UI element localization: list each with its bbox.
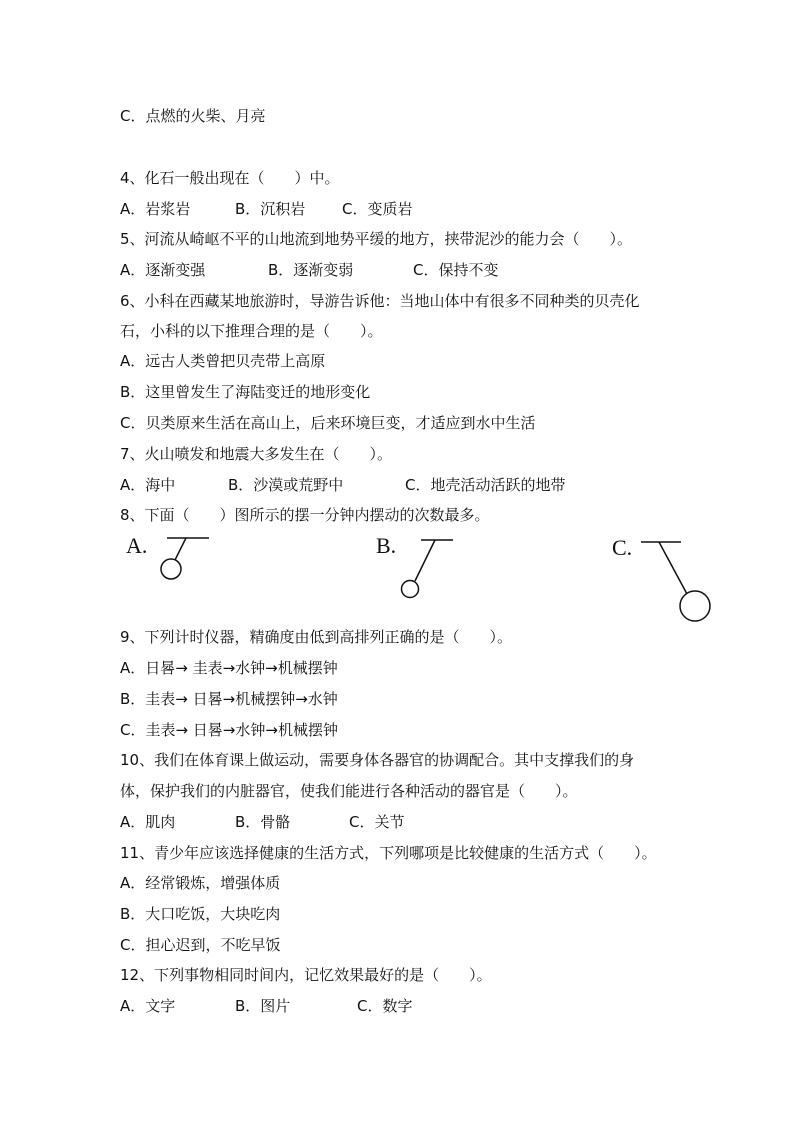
q6-stem-line1: 6、小科在西藏某地旅游时，导游告诉他：当地山体中有很多不同种类的贝壳化 bbox=[120, 292, 640, 310]
q4-option-a: A．岩浆岩 bbox=[120, 200, 191, 218]
q10-stem-line2: 体，保护我们的内脏器官，使我们能进行各种活动的器官是（ ）。 bbox=[120, 782, 578, 800]
pendulum-a-figure bbox=[150, 530, 220, 586]
q10-option-a: A．肌肉 bbox=[120, 813, 176, 831]
pendulum-c-figure bbox=[635, 530, 720, 625]
q6-option-b: B．这里曾发生了海陆变迁的地形变化 bbox=[120, 383, 371, 401]
q12-option-c: C．数字 bbox=[357, 997, 413, 1015]
q4-option-c: C．变质岩 bbox=[342, 200, 413, 218]
q11-option-b: B．大口吃饭，大块吃肉 bbox=[120, 905, 281, 923]
pendulum-c-label: C. bbox=[612, 535, 633, 560]
pendulum-c-bob bbox=[680, 591, 710, 621]
q11-option-a: A．经常锻炼，增强体质 bbox=[120, 874, 281, 892]
q6-option-c: C．贝类原来生活在高山上，后来环境巨变，才适应到水中生活 bbox=[120, 414, 536, 432]
q11-stem: 11、青少年应该选择健康的生活方式，下列哪项是比较健康的生活方式（ ）。 bbox=[120, 844, 657, 862]
q10-stem-line1: 10、我们在体育课上做运动，需要身体各器官的协调配合。其中支撑我们的身 bbox=[120, 751, 635, 769]
q4-option-b: B．沉积岩 bbox=[235, 200, 306, 218]
q12-stem: 12、下列事物相同时间内，记忆效果最好的是（ ）。 bbox=[120, 966, 492, 984]
q12-option-a: A．文字 bbox=[120, 997, 176, 1015]
q6-stem-line2: 石，小科的以下推理合理的是（ ）。 bbox=[120, 322, 383, 340]
q4-stem: 4、化石一般出现在（ ）中。 bbox=[120, 169, 340, 187]
q12-option-b: B．图片 bbox=[235, 997, 291, 1015]
pendulum-c-string bbox=[659, 542, 687, 594]
q8-stem: 8、下面（ ）图所示的摆一分钟内摆动的次数最多。 bbox=[120, 506, 490, 524]
q3-option-c: C．点燃的火柴、月亮 bbox=[120, 107, 266, 125]
q9-option-c: C．圭表→ 日晷→水钟→机械摆钟 bbox=[120, 721, 338, 739]
q7-option-b: B．沙漠或荒野中 bbox=[228, 476, 344, 494]
q9-option-b: B．圭表→ 日晷→机械摆钟→水钟 bbox=[120, 690, 338, 708]
q5-option-c: C．保持不变 bbox=[413, 261, 499, 279]
q9-option-a: A．日晷→ 圭表→水钟→机械摆钟 bbox=[120, 659, 338, 677]
q7-option-c: C．地壳活动活跃的地带 bbox=[405, 476, 566, 494]
pendulum-a-bob bbox=[161, 559, 181, 579]
q7-stem: 7、火山喷发和地震大多发生在（ ）。 bbox=[120, 445, 393, 463]
pendulum-b-bob bbox=[402, 581, 419, 598]
q7-option-a: A．海中 bbox=[120, 476, 176, 494]
pendulum-a-string bbox=[175, 538, 186, 560]
pendulum-b-string bbox=[415, 540, 435, 581]
q5-option-b: B．逐渐变弱 bbox=[268, 261, 354, 279]
pendulum-a-label: A. bbox=[126, 533, 148, 558]
pendulum-b-figure bbox=[395, 530, 465, 602]
q10-option-b: B．骨骼 bbox=[235, 813, 291, 831]
q6-option-a: A．远古人类曾把贝壳带上高原 bbox=[120, 352, 326, 370]
q5-stem: 5、河流从崎岖不平的山地流到地势平缓的地方，挟带泥沙的能力会（ ）。 bbox=[120, 230, 633, 248]
q5-option-a: A．逐渐变强 bbox=[120, 261, 206, 279]
pendulum-b-label: B. bbox=[376, 533, 397, 558]
q9-stem: 9、下列计时仪器，精确度由低到高排列正确的是（ ）。 bbox=[120, 628, 513, 646]
q10-option-c: C．关节 bbox=[349, 813, 405, 831]
q11-option-c: C．担心迟到，不吃早饭 bbox=[120, 936, 281, 954]
